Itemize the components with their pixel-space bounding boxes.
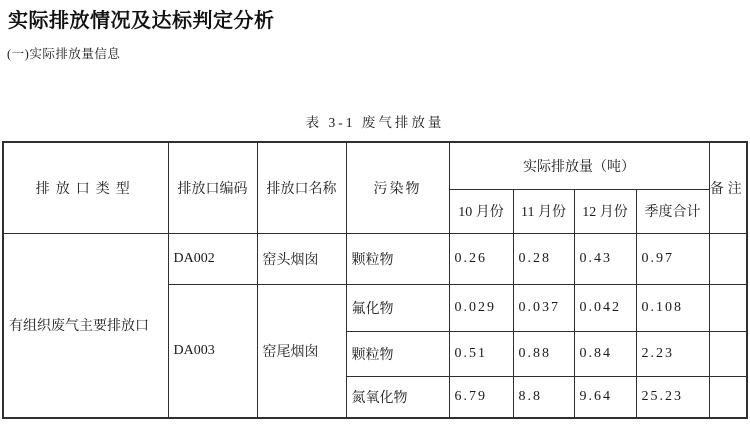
cell-value-oct: 0.26 xyxy=(449,233,513,284)
cell-outlet-name: 窑头烟囱 xyxy=(257,233,346,284)
cell-value-dec: 0.042 xyxy=(574,284,636,331)
table-caption: 表 3-1 废气排放量 xyxy=(305,115,445,130)
cell-remark xyxy=(709,376,747,418)
table-row xyxy=(3,233,747,284)
col-header-pollutant: 污染物 xyxy=(346,142,449,233)
emissions-table xyxy=(2,141,748,419)
cell-value-nov: 0.28 xyxy=(513,233,574,284)
cell-value-total: 25.23 xyxy=(636,376,709,418)
cell-value-nov: 0.88 xyxy=(513,331,574,376)
cell-pollutant: 颗粒物 xyxy=(346,331,449,376)
cell-value-total: 0.108 xyxy=(636,284,709,331)
page-title: 实际排放情况及达标判定分析 xyxy=(8,10,275,32)
section-heading: (一)实际排放量信息 xyxy=(7,47,121,61)
cell-outlet-type-group: 有组织废气主要排放口 xyxy=(3,233,168,418)
col-header-month-dec: 12 月份 xyxy=(574,189,636,233)
cell-pollutant: 颗粒物 xyxy=(346,233,449,284)
cell-remark xyxy=(709,233,747,284)
cell-outlet-code: DA002 xyxy=(168,233,257,284)
cell-remark xyxy=(709,331,747,376)
cell-value-oct: 6.79 xyxy=(449,376,513,418)
cell-value-total: 2.23 xyxy=(636,331,709,376)
cell-value-nov: 0.037 xyxy=(513,284,574,331)
cell-remark xyxy=(709,284,747,331)
cell-value-oct: 0.029 xyxy=(449,284,513,331)
cell-value-oct: 0.51 xyxy=(449,331,513,376)
cell-value-dec: 0.84 xyxy=(574,331,636,376)
cell-value-nov: 8.8 xyxy=(513,376,574,418)
col-header-month-oct: 10 月份 xyxy=(449,189,513,233)
col-header-actual-emission: 实际排放量（吨） xyxy=(449,142,709,189)
cell-value-dec: 0.43 xyxy=(574,233,636,284)
cell-outlet-code: DA003 xyxy=(168,284,257,418)
col-header-month-nov: 11 月份 xyxy=(513,189,574,233)
cell-pollutant: 氮氧化物 xyxy=(346,376,449,418)
col-header-remark: 备注 xyxy=(709,142,747,233)
cell-pollutant: 氟化物 xyxy=(346,284,449,331)
cell-outlet-name: 窑尾烟囱 xyxy=(257,284,346,418)
col-header-outlet-name: 排放口名称 xyxy=(257,142,346,233)
cell-value-total: 0.97 xyxy=(636,233,709,284)
cell-value-dec: 9.64 xyxy=(574,376,636,418)
col-header-outlet-code: 排放口编码 xyxy=(168,142,257,233)
col-header-outlet-type: 排放口类型 xyxy=(3,142,168,233)
col-header-quarter-total: 季度合计 xyxy=(636,189,709,233)
